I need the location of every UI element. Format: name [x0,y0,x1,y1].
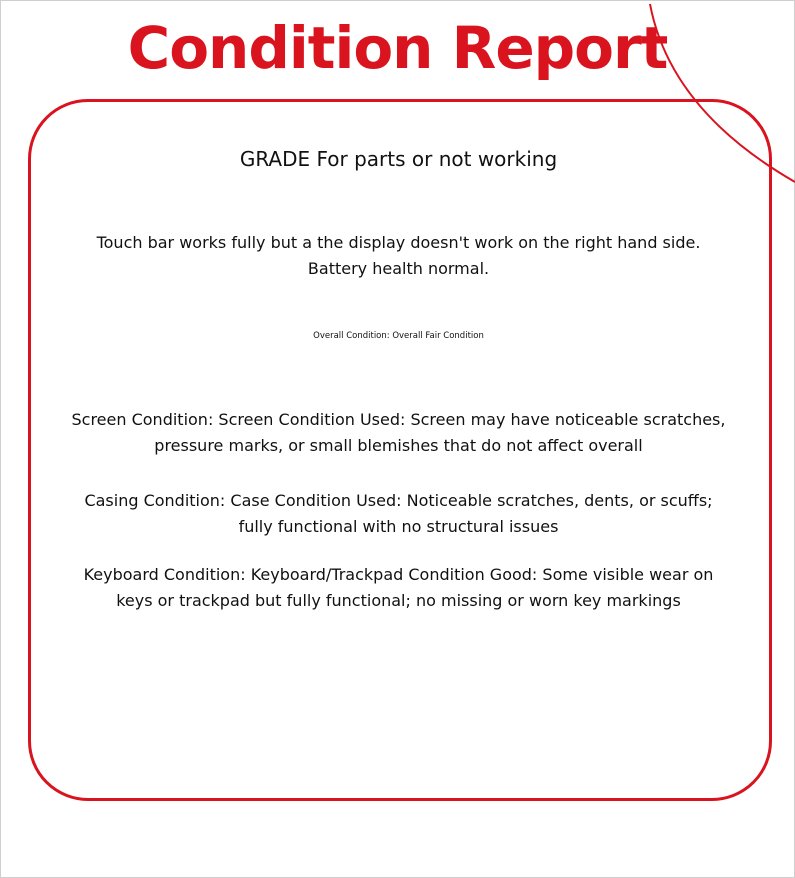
casing-condition-text: Casing Condition: Case Condition Used: Noticeable scratches, dents, or scuffs; fully functional with no structural issues [84,491,713,536]
overall-condition-text: Overall Condition: Overall Fair Condition [313,331,484,341]
description-text [28,230,769,282]
grade-text: GRADE For parts or not working [239,147,558,171]
page-title: Condition Report [127,14,668,82]
description-line-2: Battery health normal. [307,259,490,278]
screen-condition-text: Screen Condition: Screen Condition Used: Screen may have noticeable scratches, pressure marks, or small blemishes that do not affect overall [71,410,726,455]
keyboard-condition-text: Keyboard Condition: Keyboard/Trackpad Condition Good: Some visible wear on keys or trackpad but fully functional; no missing or worn key markings [83,565,714,610]
description-line-1: Touch bar works fully but a the display doesn't work on the right hand side. [96,233,701,252]
